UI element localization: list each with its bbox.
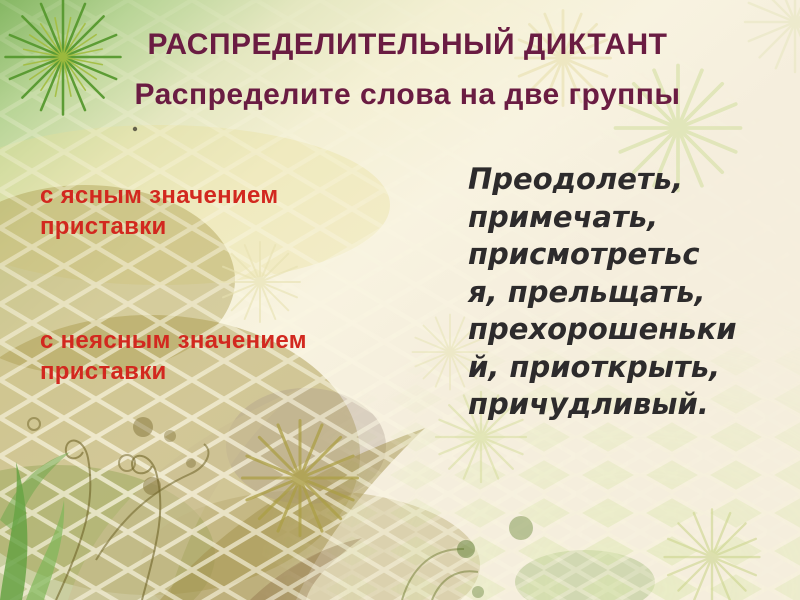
- dot-speck: [133, 127, 137, 131]
- word-list-line: присмотретьс: [468, 237, 700, 271]
- group-label-line: приставки: [40, 213, 167, 240]
- title-line-2: Распределите слова на две группы: [134, 78, 681, 111]
- word-list-line: причудливый.: [468, 387, 709, 421]
- slide-title: [50, 20, 765, 120]
- word-list-line: Преодолеть,: [468, 162, 684, 196]
- word-list: [468, 161, 778, 424]
- word-list-line: я, прельщать,: [468, 274, 706, 309]
- group-label-line: с неясным значением: [40, 327, 307, 354]
- word-list-line: й, приоткрыть,: [468, 349, 721, 384]
- group-label-clear-prefix: [40, 180, 380, 242]
- title-line-1: РАСПРЕДЕЛИТЕЛЬНЫЙ ДИКТАНТ: [147, 28, 668, 61]
- starburst-icon: [220, 242, 300, 322]
- word-list-line: примечать,: [468, 199, 659, 234]
- group-label-unclear-prefix: [40, 325, 380, 387]
- starburst-icon: [243, 421, 358, 536]
- word-list-line: прехорошеньки: [468, 312, 737, 346]
- group-label-line: с ясным значением: [40, 182, 279, 209]
- group-label-line: приставки: [40, 358, 167, 385]
